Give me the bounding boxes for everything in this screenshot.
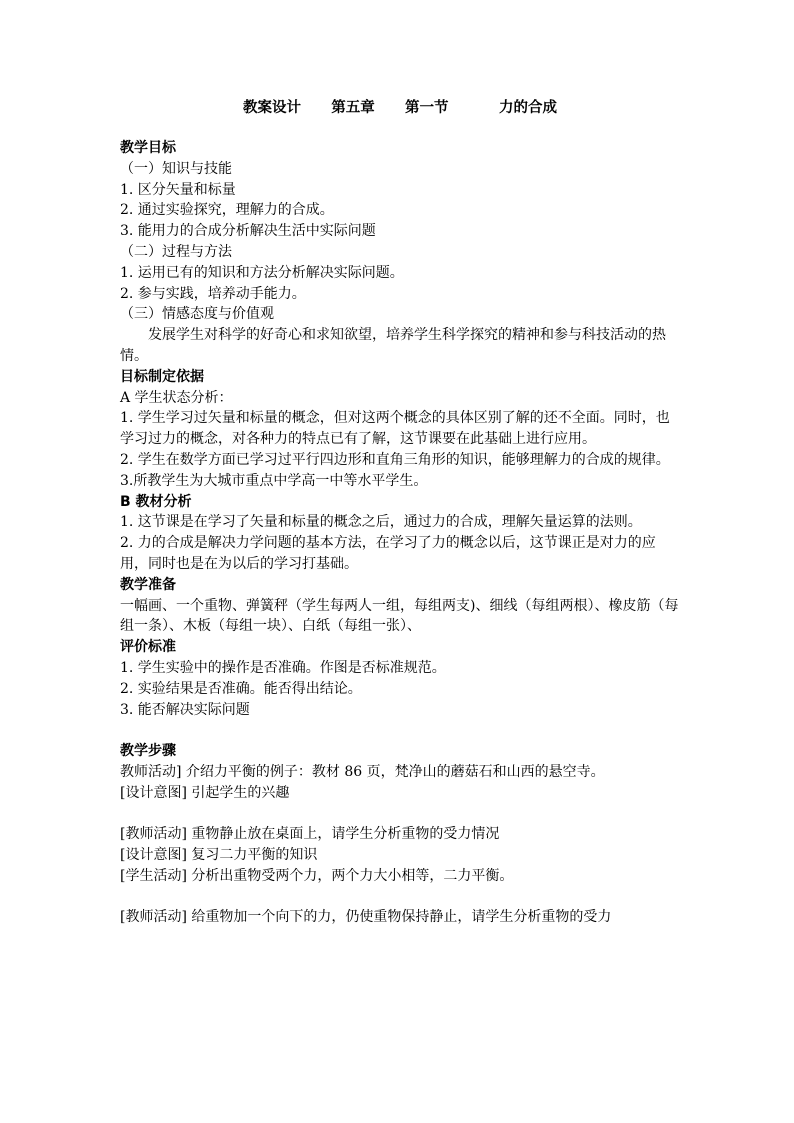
evaluation-e1: 1. 学生实验中的操作是否准确。作图是否标准规范。	[120, 659, 446, 676]
basis-a2: 2. 学生在数学方面已学习过平行四边形和直角三角形的知识，能够理解力的合成的规律。	[120, 451, 670, 468]
objective-p2: 2. 参与实践，培养动手能力。	[120, 285, 306, 302]
objective-k1: 1. 区分矢量和标量	[120, 181, 236, 198]
evaluation-e2: 2. 实验结果是否准确。能否得出结论。	[120, 680, 362, 697]
step-row	[120, 783, 680, 804]
evaluation-e3: 3. 能否解决实际问题	[120, 701, 250, 718]
step-row	[120, 762, 680, 783]
step-text: 分析出重物受两个力，两个力大小相等，二力平衡。	[191, 867, 514, 884]
spacer	[120, 720, 680, 741]
basis-a1: 1. 学生学习过矢量和标量的概念，但对这两个概念的具体区别了解的还不全面。同时，也学习过力的概念，对各种力的特点已有了解，这节课要在此基础上进行应用。	[120, 410, 670, 448]
step-row	[120, 907, 680, 928]
step-label: [教师活动]	[120, 909, 187, 926]
subheading-emotion: （三）情感态度与价值观	[120, 306, 274, 323]
objective-k2: 2. 通过实验探究，理解力的合成。	[120, 202, 334, 219]
document-page	[120, 98, 680, 928]
basis-b1: 1. 这节课是在学习了矢量和标量的概念之后，通过力的合成，理解矢量运算的法则。	[120, 514, 642, 531]
preparation-text: 一幅画、一个重物、弹簧秤（学生每两人一组，每组两支)、细线（每组两根）、橡皮筋（每组一条）、木板（每组一块）、白纸（每组一张）、	[120, 597, 679, 635]
spacer	[120, 887, 680, 908]
step-text: 给重物加一个向下的力，仍使重物保持静止，请学生分析重物的受力	[191, 909, 612, 926]
step-row	[120, 824, 680, 845]
heading-basis: 目标制定依据	[120, 368, 204, 385]
objective-k3: 3. 能用力的合成分析解决生活中实际问题	[120, 223, 376, 240]
page-title: 教案设计 第五章 第一节 力的合成	[242, 100, 558, 116]
objective-p1: 1. 运用已有的知识和方法分析解决实际问题。	[120, 264, 404, 281]
basis-b2: 2. 力的合成是解决力学问题的基本方法，在学习了力的概念以后，这节课正是对力的应用，同时也是在为以后的学习打基础。	[120, 535, 656, 572]
subheading-process: （二）过程与方法	[120, 243, 232, 260]
objective-e1: 发展学生对科学的好奇心和求知欲望，培养学生科学探究的精神和参与科技活动的热情。	[120, 327, 666, 364]
step-text: 重物静止放在桌面上，请学生分析重物的受力情况	[191, 826, 500, 843]
subheading-student-analysis: A 学生状态分析：	[120, 389, 233, 406]
step-text: 介绍力平衡的例子：教材 86 页，梵净山的蘑菇石和山西的悬空寺。	[185, 763, 605, 780]
subheading-material-analysis: B 教材分析	[120, 493, 192, 510]
heading-evaluation: 评价标准	[120, 639, 176, 656]
step-label: [学生活动]	[120, 867, 187, 884]
heading-preparation: 教学准备	[120, 576, 176, 593]
step-label: [教师活动]	[120, 826, 187, 843]
step-label: [设计意图]	[120, 847, 187, 864]
subheading-knowledge: （一）知识与技能	[120, 160, 232, 177]
step-row	[120, 845, 680, 866]
step-text: 引起学生的兴趣	[191, 784, 290, 801]
heading-objectives: 教学目标	[120, 140, 176, 156]
step-text: 复习二力平衡的知识	[191, 847, 318, 864]
heading-steps: 教学步骤	[120, 743, 176, 760]
step-label: [设计意图]	[120, 784, 187, 801]
step-row	[120, 866, 680, 887]
spacer	[120, 804, 680, 825]
step-label: 教师活动]	[120, 763, 182, 780]
basis-a3: 3.所教学生为大城市重点中学高一中等水平学生。	[120, 472, 428, 489]
